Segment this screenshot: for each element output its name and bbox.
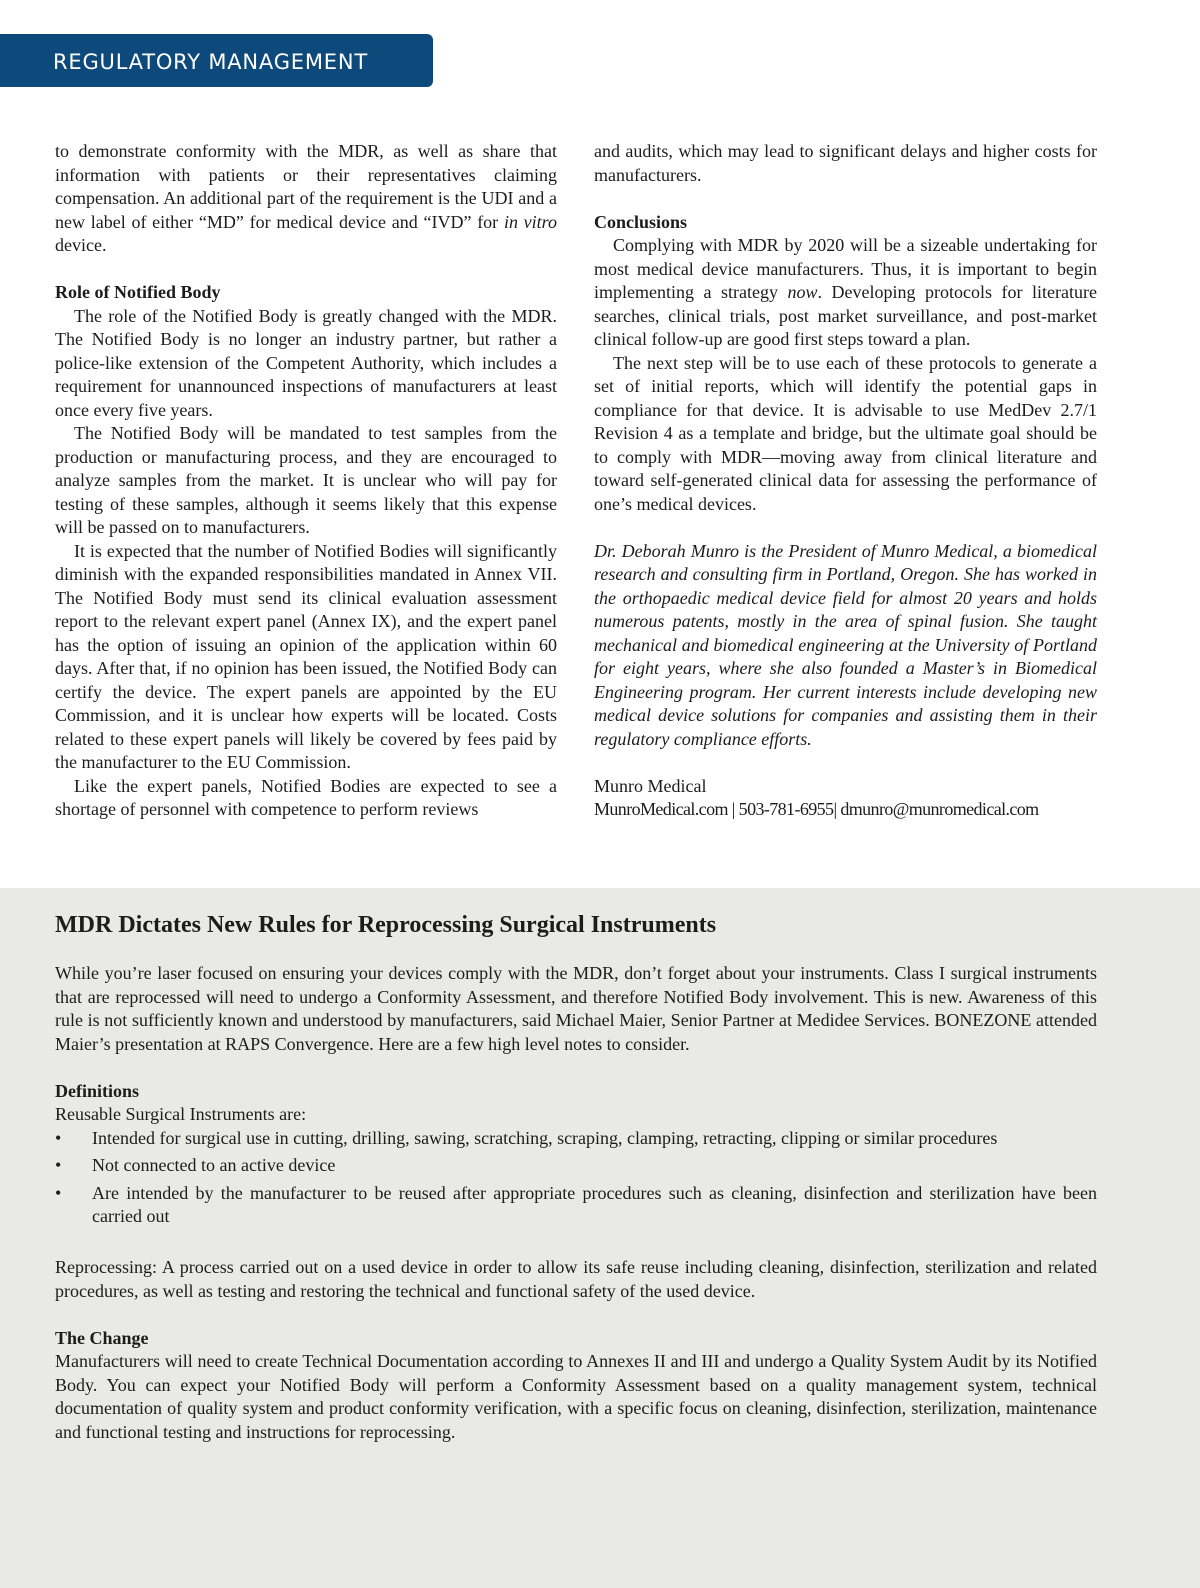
left-paragraph-4: It is expected that the number of Notified Bodies will significantly diminish with the expanded responsibilities mandated in Annex VII. The Notified Body must send its clinical evaluation assessment report to the relevant expert panel (Annex IX), and the expert panel has the option of issuing an opinion of the application within 60 days. After that, if no opinion has been issued, the Notified Body can certify the device. The expert panels are appointed by the EU Commission, and it is unclear how experts will be located. Costs related to these expert panels will likely be covered by fees paid by the manufacturer to the EU Commission.	[55, 540, 557, 772]
left-column	[55, 140, 557, 822]
right-column	[594, 140, 1097, 822]
right-paragraph-3: The next step will be to use each of these protocols to generate a set of initial reports, which will identify the potential gaps in compliance for that device. It is advisable to use MedDev 2.7/1 Revision 4 as a template and bridge, but the ultimate goal should be to comply with MDR—moving away from clinical literature and toward self-generated clinical data for assessing the performance of one’s medical devices.	[594, 352, 1097, 514]
change-heading: The Change	[55, 1327, 149, 1348]
left-paragraph-1: to demonstrate conformity with the MDR, as well as share that information with patients or their representatives claiming compensation. An additional part of the requirement is the UDI and a new label of either “MD” for medical device and “IVD” for in vitro device.	[55, 141, 558, 255]
company-name: Munro Medical	[594, 775, 707, 796]
contact-line: MunroMedical.com | 503-781-6955| dmunro@munromedical.com	[594, 799, 1039, 819]
conclusions-heading: Conclusions	[594, 211, 688, 232]
bullet-icon: •	[55, 1155, 62, 1175]
sidebar-box	[0, 888, 1200, 1588]
list-item: • Intended for surgical use in cutting, drilling, sawing, scratching, scraping, clamping, retracting, clipping or similar procedures	[55, 1127, 1097, 1151]
sidebar-intro: While you’re laser focused on ensuring your devices comply with the MDR, don’t forget about your instruments. Class I surgical instruments that are reprocessed will need to undergo a Conformity Assessment, and therefore Notified Body involvement. This is new. Awareness of this rule is not sufficiently known and understood by manufacturers, said Michael Maier, Senior Partner at Medidee Services. BONEZONE attended Maier’s presentation at RAPS Convergence. Here are a few high level notes to consider.	[55, 963, 1097, 1054]
role-notified-body-heading: Role of Notified Body	[55, 282, 221, 302]
sidebar-title: MDR Dictates New Rules for Reprocessing Surgical Instruments	[55, 912, 717, 938]
definitions-heading: Definitions	[55, 1080, 140, 1101]
reprocessing-definition: Reprocessing: A process carried out on a used device in order to allow its safe reuse including cleaning, disinfection, sterilization and related procedures, as well as testing and restoring the technical and functional safety of the used device.	[55, 1257, 1097, 1301]
section-banner	[0, 34, 433, 87]
author-bio: Dr. Deborah Munro is the President of Munro Medical, a biomedical research and consulting firm in Portland, Oregon. She has worked in the orthopaedic medical device field for almost 20 years and holds numerous patents, mostly in the area of spinal fusion. She taught mechanical and biomedical engineering at the University of Portland for eight years, where she also founded a Master’s in Biomedical Engineering program. Her current interests include developing new medical device solutions for companies and assisting them in their regulatory compliance efforts.	[594, 540, 1097, 749]
left-paragraph-2: The role of the Notified Body is greatly changed with the MDR. The Notified Body is no longer an industry partner, but rather a police-like extension of the Competent Authority, which includes a requirement for unannounced inspections of manufacturers at least once every five years.	[55, 305, 557, 420]
section-label: REGULATORY MANAGEMENT	[53, 49, 368, 74]
left-paragraph-5: Like the expert panels, Notified Bodies are expected to see a shortage of personnel with competence to perform reviews	[55, 775, 557, 819]
bullet-icon: •	[55, 1127, 62, 1148]
right-paragraph-1: and audits, which may lead to significant delays and higher costs for manufacturers.	[594, 141, 1097, 185]
bullet-icon: •	[55, 1182, 62, 1203]
list-item: • Are intended by the manufacturer to be reused after appropriate procedures such as cleaning, disinfection and sterilization have been carried out	[55, 1182, 1097, 1226]
right-paragraph-2: Complying with MDR by 2020 will be a sizeable undertaking for most medical device manufacturers. Thus, it is important to begin implementing a strategy now. Developing protocols for literature searches, clinical trials, post market surveillance, and post-market clinical follow-up are good first steps toward a plan.	[594, 235, 1097, 349]
definitions-lead: Reusable Surgical Instruments are:	[55, 1104, 307, 1124]
definitions-list	[55, 1127, 1097, 1229]
left-paragraph-3: The Notified Body will be mandated to test samples from the production or manufacturing process, and they are encouraged to analyze samples from the market. It is unclear who will pay for testing of these samples, although it seems likely that this expense will be passed on to manufacturers.	[55, 423, 557, 537]
change-text: Manufacturers will need to create Technical Documentation according to Annexes II and III and undergo a Quality System Audit by its Notified Body. You can expect your Notified Body will perform a Conformity Assessment based on a quality management system, technical documentation of quality system and product conformity verification, with a specific focus on cleaning, disinfection, sterilization, maintenance and functional testing and instructions for reprocessing.	[55, 1351, 1097, 1442]
list-item: • Not connected to an active device	[55, 1154, 1097, 1178]
sidebar-content	[55, 910, 1097, 1444]
contact-block	[594, 775, 1097, 822]
